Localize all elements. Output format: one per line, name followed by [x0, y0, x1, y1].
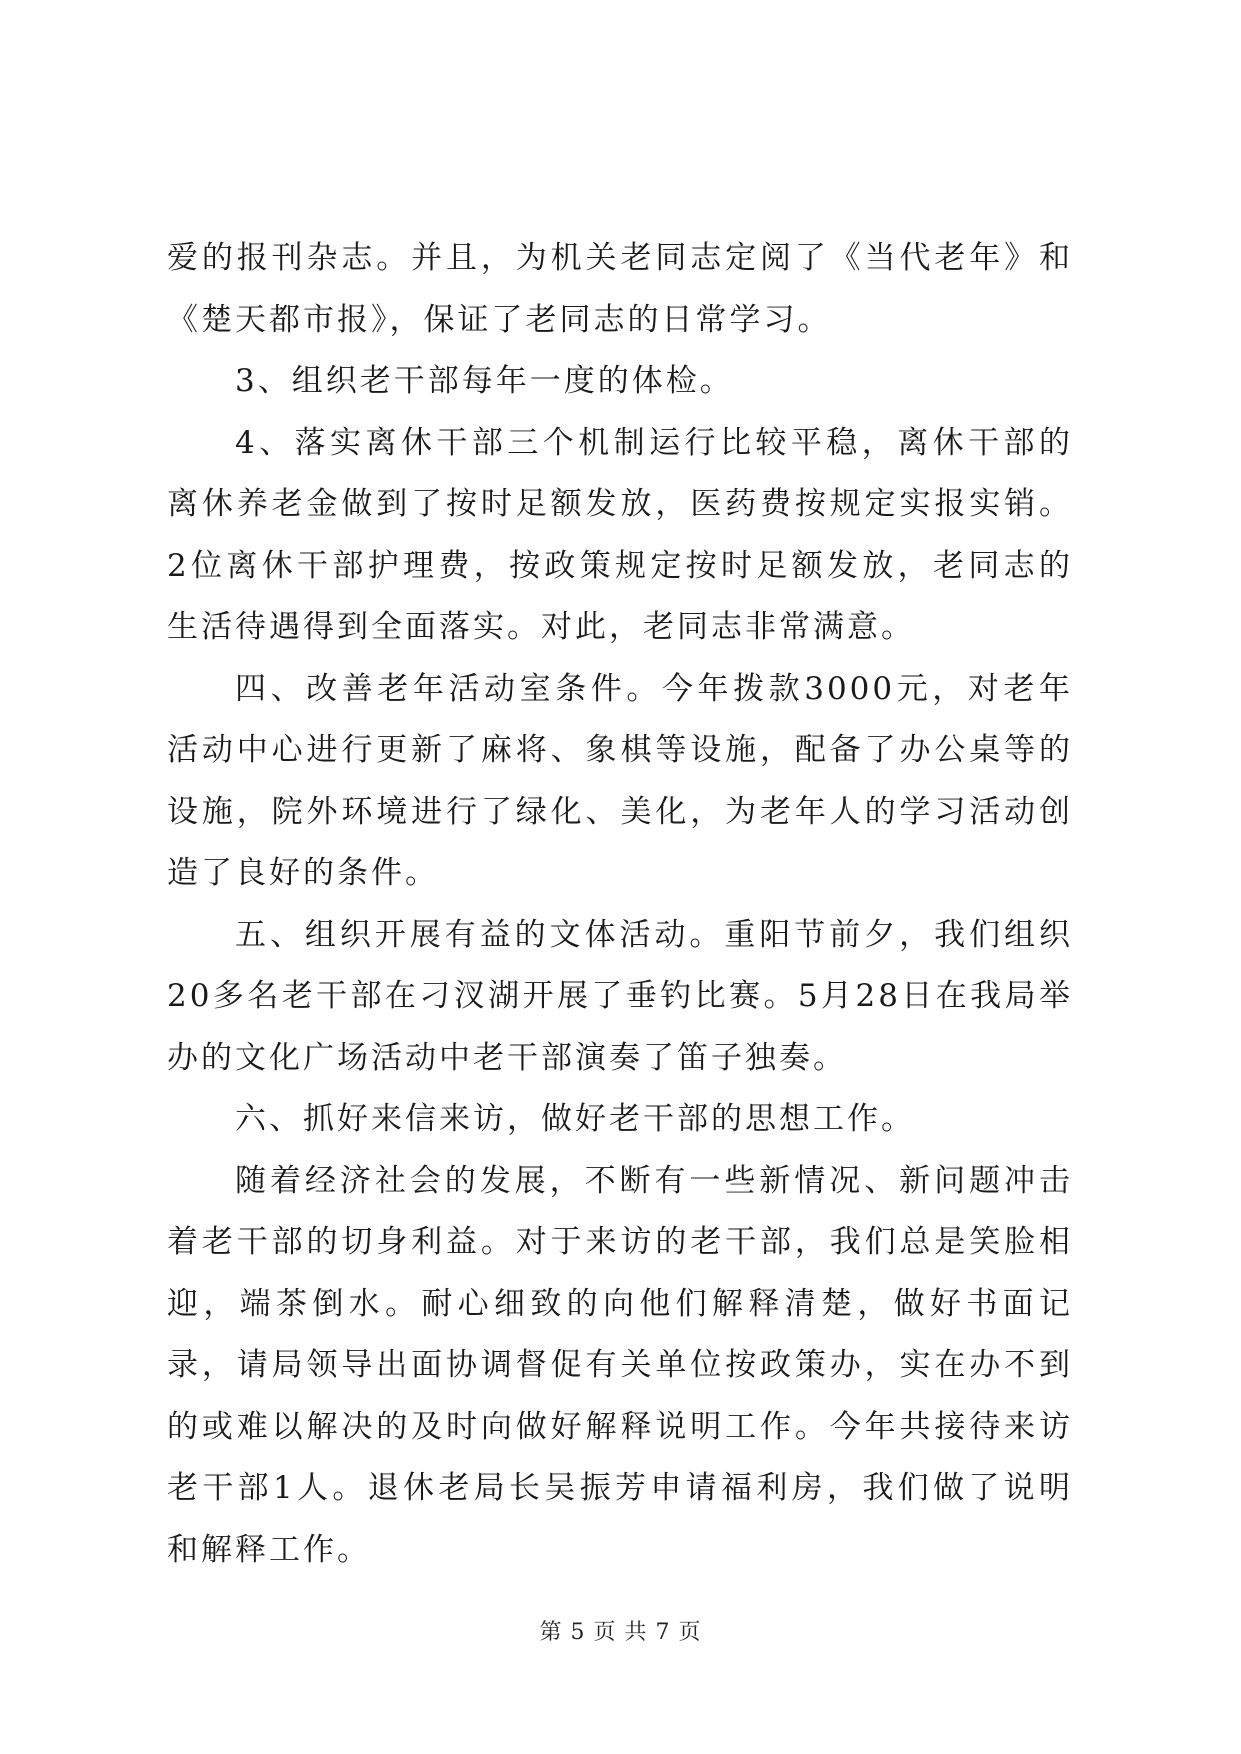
paragraph-item-3-checkup: 3、组织老干部每年一度的体检。	[235, 363, 734, 399]
paragraph-item-4-retirement-mechanism: 4、落实离休干部三个机制运行比较平稳，离休干部的离休养老金做到了按时足额发放，医药费按规定实报实销。2位离休干部护理费，按政策规定按时足额发放，老同志的生活待遇得到全面落实。对此，老同志非常满意。	[167, 424, 1073, 645]
paragraph-section-5-recreation: 五、组织开展有益的文体活动。重阳节前夕，我们组织20多名老干部在刁汊湖开展了垂钓比赛。5月28日在我局举办的文化广场活动中老干部演奏了笛子独奏。	[167, 916, 1073, 1076]
paragraph-section-6-heading: 六、抓好来信来访，做好老干部的思想工作。	[235, 1101, 915, 1137]
paragraph-section-4-activity-room: 四、改善老年活动室条件。今年拨款3000元，对老年活动中心进行更新了麻将、象棋等设施，配备了办公桌等的设施，院外环境进行了绿化、美化，为老年人的学习活动创造了良好的条件。	[167, 670, 1073, 891]
document-body	[167, 228, 1073, 1581]
page-footer: 第 5 页 共 7 页	[539, 1620, 702, 1645]
paragraph-visits-detail: 随着经济社会的发展，不断有一些新情况、新问题冲击着老干部的切身利益。对于来访的老干部，我们总是笑脸相迎，端茶倒水。耐心细致的向他们解释清楚，做好书面记录，请局领导出面协调督促有关单位按政策办，实在办不到的或难以解决的及时向做好解释说明工作。今年共接待来访老干部1人。退休老局长吴振芳申请福利房，我们做了说明和解释工作。	[167, 1162, 1073, 1568]
paragraph-continuation: 爱的报刊杂志。并且，为机关老同志定阅了《当代老年》和《楚天都市报》，保证了老同志的日常学习。	[167, 240, 1073, 338]
